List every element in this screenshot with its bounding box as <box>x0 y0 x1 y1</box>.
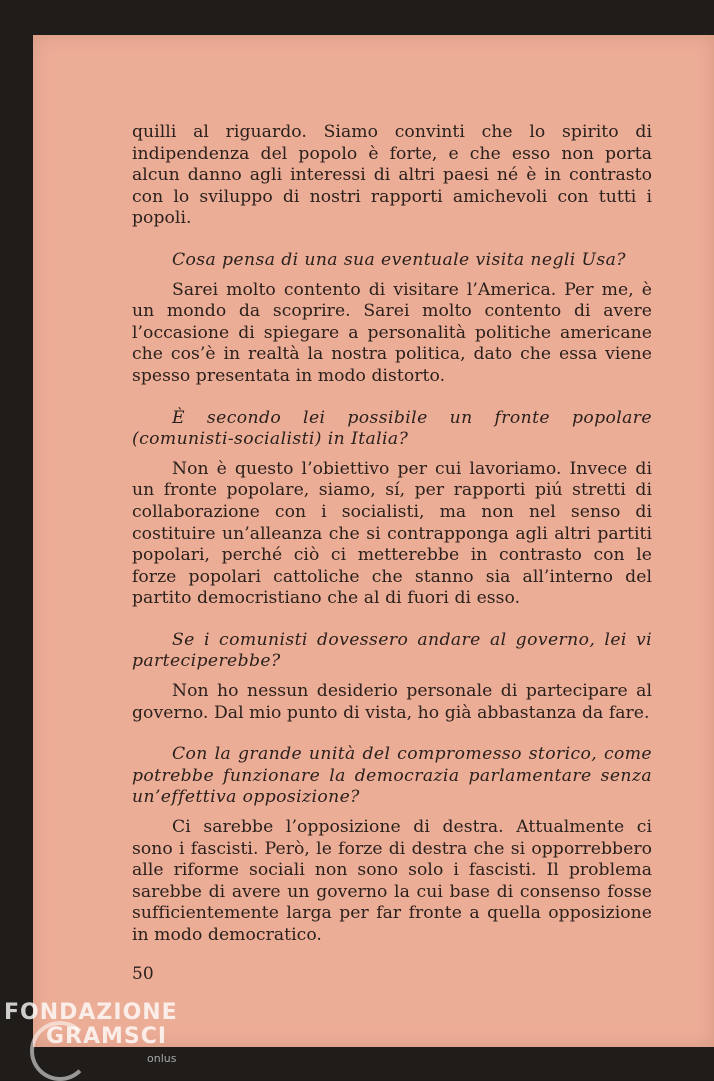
question-paragraph: Cosa pensa di una sua eventuale visita negli Usa? <box>172 249 626 270</box>
page-number: 50 <box>132 964 154 984</box>
watermark-sub: onlus <box>147 1052 177 1065</box>
answer-paragraph: Sarei molto contento di visitare l’America. Per me, è un mondo da scoprire. Sarei molto contento di avere l’occasione di spiegare a personalità politiche americane che cos’è in realtà la nostra politica, dato che essa viene spesso presentata in modo distorto. <box>132 279 652 386</box>
question-paragraph: È secondo lei possibile un fronte popolare (comunisti-socialisti) in Italia? <box>132 407 652 450</box>
watermark-logo <box>4 1001 178 1049</box>
page-body <box>132 122 652 947</box>
answer-paragraph: Non ho nessun desiderio personale di partecipare al governo. Dal mio punto di vista, ho già abbastanza da fare. <box>132 681 652 723</box>
answer-paragraph: quilli al riguardo. Siamo convinti che lo spirito di indipendenza del popolo è forte, e che esso non porta alcun danno agli interessi di altri paesi né è in contrasto con lo sviluppo di nostri rapporti amichevoli con tutti i popoli. <box>132 122 652 229</box>
answer-paragraph: Ci sarebbe l’opposizione di destra. Attualmente ci sono i fascisti. Però, le forze di destra che si opporrebbero alle riforme sociali non sono solo i fascisti. Il problema sarebbe di avere un governo la cui base di consenso fosse sufficientemente larga per far fronte a quella opposizione in modo democratico. <box>132 817 652 945</box>
watermark-line1: FONDAZIONE <box>4 1000 178 1025</box>
answer-paragraph: Non è questo l’obiettivo per cui lavoriamo. Invece di un fronte popolare, siamo, sí, per rapporti piú stretti di collaborazione con i socialisti, ma non nel senso di costituire un’alleanza che si contrapponga agli altri partiti popolari, perché ciò ci metterebbe in contrasto con le forze popolari cattoliche che stanno sia all’interno del partito democristiano che al di fuori di esso. <box>132 458 652 609</box>
question-paragraph: Se i comunisti dovessero andare al governo, lei vi parteciperebbe? <box>132 629 652 672</box>
watermark-line2: GRAMSCI <box>46 1024 168 1049</box>
question-paragraph: Con la grande unità del compromesso storico, come potrebbe funzionare la democrazia parlamentare senza un’effettiva opposizione? <box>132 744 652 808</box>
